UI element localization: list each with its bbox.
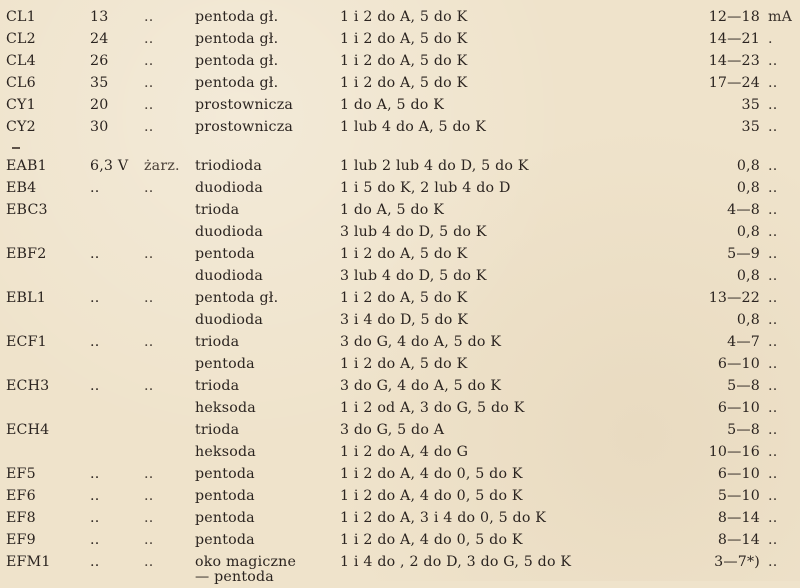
tube-connection: 3 do G, 5 do A bbox=[340, 422, 445, 438]
tube-current: 4—7 bbox=[727, 334, 760, 350]
tube-current: 5—8 bbox=[727, 378, 760, 394]
tube-voltage: .. bbox=[90, 510, 100, 526]
tube-unit: .. bbox=[144, 378, 154, 394]
tube-type: pentoda bbox=[195, 466, 255, 482]
current-unit-mark: .. bbox=[768, 202, 778, 218]
table-row bbox=[0, 353, 800, 375]
tube-name: EF6 bbox=[6, 488, 36, 504]
tube-name: EBF2 bbox=[6, 246, 47, 262]
tube-unit: .. bbox=[144, 466, 154, 482]
tube-name: CL4 bbox=[6, 53, 36, 69]
tube-connection: 1 i 2 do A, 4 do 0, 5 do K bbox=[340, 488, 523, 504]
tube-type: pentoda gł. bbox=[195, 290, 279, 306]
tube-unit: .. bbox=[144, 75, 154, 91]
tube-type: prostownicza bbox=[195, 119, 294, 135]
tube-type: duodioda bbox=[195, 180, 264, 196]
tube-unit: .. bbox=[144, 97, 154, 113]
table-row bbox=[0, 507, 800, 529]
tube-current: 3—7*) bbox=[714, 554, 760, 570]
tube-type: pentoda gł. bbox=[195, 53, 279, 69]
tube-connection: 1 i 2 do A, 4 do 0, 5 do K bbox=[340, 466, 523, 482]
table-row bbox=[0, 6, 800, 28]
tube-connection: 3 do G, 4 do A, 5 do K bbox=[340, 378, 502, 394]
tube-connection: 1 i 2 do A, 5 do K bbox=[340, 246, 468, 262]
tube-name: EF9 bbox=[6, 532, 36, 548]
tube-name: CL2 bbox=[6, 31, 36, 47]
current-unit-mark: .. bbox=[768, 290, 778, 306]
tube-connection: 1 i 2 do A, 5 do K bbox=[340, 75, 468, 91]
table-row bbox=[0, 397, 800, 419]
tube-unit: .. bbox=[144, 532, 154, 548]
current-unit-mark: .. bbox=[768, 488, 778, 504]
current-unit-mark: .. bbox=[768, 53, 778, 69]
current-unit-mark: .. bbox=[768, 554, 778, 570]
tube-connection: 1 i 4 do , 2 do D, 3 do G, 5 do K bbox=[340, 554, 572, 570]
tube-name: EFM1 bbox=[6, 554, 51, 570]
tube-type: pentoda gł. bbox=[195, 75, 279, 91]
tube-connection: 3 lub 4 do D, 5 do K bbox=[340, 224, 487, 240]
tube-current: 14—23 bbox=[708, 53, 760, 69]
tube-unit: .. bbox=[144, 119, 154, 135]
tube-type: trioda bbox=[195, 202, 240, 218]
tube-connection: 1 do A, 5 do K bbox=[340, 97, 445, 113]
current-unit-mark: .. bbox=[768, 246, 778, 262]
tube-type: pentoda gł. bbox=[195, 9, 279, 25]
section-divider bbox=[12, 147, 20, 149]
current-unit-mark: .. bbox=[768, 75, 778, 91]
current-unit-mark: .. bbox=[768, 97, 778, 113]
current-unit-mark: .. bbox=[768, 378, 778, 394]
tube-connection: 1 i 2 do A, 5 do K bbox=[340, 9, 468, 25]
tube-type: pentoda bbox=[195, 510, 255, 526]
tube-name: EBL1 bbox=[6, 290, 47, 306]
table-row bbox=[0, 485, 800, 507]
current-unit-mark: .. bbox=[768, 356, 778, 372]
current-unit-mark: .. bbox=[768, 312, 778, 328]
tube-connection: 1 i 2 do A, 4 do 0, 5 do K bbox=[340, 532, 523, 548]
tube-unit: .. bbox=[144, 334, 154, 350]
current-unit-mark: .. bbox=[768, 444, 778, 460]
tube-type: pentoda bbox=[195, 488, 255, 504]
tube-type: duodioda bbox=[195, 312, 264, 328]
tube-connection: 1 i 5 do K, 2 lub 4 do D bbox=[340, 180, 511, 196]
table-row bbox=[0, 155, 800, 177]
tube-current: 6—10 bbox=[717, 400, 760, 416]
current-unit-mark: .. bbox=[768, 466, 778, 482]
tube-name: EBC3 bbox=[6, 202, 48, 218]
current-unit-mark: .. bbox=[768, 334, 778, 350]
tube-unit: .. bbox=[144, 246, 154, 262]
table-row bbox=[0, 72, 800, 94]
tube-voltage: .. bbox=[90, 246, 100, 262]
tube-current: 13—22 bbox=[708, 290, 760, 306]
current-unit-mark: .. bbox=[768, 510, 778, 526]
tube-current: 4—8 bbox=[727, 202, 760, 218]
table-row bbox=[0, 331, 800, 353]
tube-voltage: .. bbox=[90, 334, 100, 350]
tube-current: 8—14 bbox=[717, 532, 760, 548]
tube-type: heksoda bbox=[195, 400, 256, 416]
tube-type: duodioda bbox=[195, 224, 264, 240]
tube-unit: .. bbox=[144, 180, 154, 196]
tube-type: — pentoda bbox=[195, 569, 274, 585]
current-unit-mark: .. bbox=[768, 532, 778, 548]
tube-voltage: 30 bbox=[90, 119, 109, 135]
tube-type: oko magiczne bbox=[195, 554, 297, 570]
tube-connection: 3 lub 4 do D, 5 do K bbox=[340, 268, 487, 284]
tube-current: 35 bbox=[741, 119, 760, 135]
tube-type: heksoda bbox=[195, 444, 256, 460]
tube-unit: .. bbox=[144, 554, 154, 570]
tube-current: 8—14 bbox=[717, 510, 760, 526]
tube-voltage: .. bbox=[90, 488, 100, 504]
current-unit-mark: .. bbox=[768, 422, 778, 438]
tube-type: trioda bbox=[195, 334, 240, 350]
tube-current: 5—9 bbox=[727, 246, 760, 262]
tube-voltage: 26 bbox=[90, 53, 109, 69]
tube-unit: .. bbox=[144, 31, 154, 47]
table-row bbox=[0, 441, 800, 463]
current-unit-mark: .. bbox=[768, 180, 778, 196]
tube-current: 0,8 bbox=[736, 312, 760, 328]
tube-connection: 1 lub 2 lub 4 do D, 5 do K bbox=[340, 158, 529, 174]
tube-connection: 3 do G, 4 do A, 5 do K bbox=[340, 334, 502, 350]
tube-connection: 1 i 2 do A, 4 do G bbox=[340, 444, 469, 460]
tube-name: ECF1 bbox=[6, 334, 47, 350]
tube-connection: 1 i 2 do A, 5 do K bbox=[340, 53, 468, 69]
tube-unit: .. bbox=[144, 9, 154, 25]
tube-voltage: 35 bbox=[90, 75, 109, 91]
table-row bbox=[0, 199, 800, 221]
tube-voltage: 6,3 V bbox=[90, 158, 129, 174]
tube-name: CY1 bbox=[6, 97, 36, 113]
table-row bbox=[0, 50, 800, 72]
tube-current: 6—10 bbox=[717, 466, 760, 482]
tube-type: trioda bbox=[195, 422, 240, 438]
tube-type: pentoda bbox=[195, 356, 255, 372]
table-row bbox=[0, 116, 800, 138]
tube-name: CL1 bbox=[6, 9, 36, 25]
tube-connection: 1 do A, 5 do K bbox=[340, 202, 445, 218]
tube-current: 17—24 bbox=[708, 75, 760, 91]
current-unit-mark: .. bbox=[768, 119, 778, 135]
table-row bbox=[0, 221, 800, 243]
tube-current: 0,8 bbox=[736, 158, 760, 174]
table-row bbox=[0, 94, 800, 116]
tube-current: 0,8 bbox=[736, 268, 760, 284]
tube-connection: 1 i 2 do A, 5 do K bbox=[340, 31, 468, 47]
tube-connection: 1 i 2 do A, 5 do K bbox=[340, 290, 468, 306]
tube-type: pentoda bbox=[195, 246, 255, 262]
tube-voltage: .. bbox=[90, 378, 100, 394]
tube-current: 35 bbox=[741, 97, 760, 113]
tube-connection: 3 i 4 do D, 5 do K bbox=[340, 312, 469, 328]
table-row bbox=[0, 243, 800, 265]
tube-current: 0,8 bbox=[736, 224, 760, 240]
tube-voltage: 13 bbox=[90, 9, 109, 25]
tube-connection: 1 i 2 od A, 3 do G, 5 do K bbox=[340, 400, 525, 416]
tube-current: 10—16 bbox=[708, 444, 760, 460]
current-unit-mark: .. bbox=[768, 158, 778, 174]
tube-name: ECH3 bbox=[6, 378, 50, 394]
tube-name: CL6 bbox=[6, 75, 36, 91]
tube-name: EF5 bbox=[6, 466, 36, 482]
current-unit-mark: . bbox=[768, 31, 773, 47]
tube-type: triodioda bbox=[195, 158, 263, 174]
tube-current: 5—10 bbox=[717, 488, 760, 504]
tube-type: trioda bbox=[195, 378, 240, 394]
tube-current: 0,8 bbox=[736, 180, 760, 196]
table-row bbox=[0, 28, 800, 50]
table-row bbox=[0, 529, 800, 551]
table-row bbox=[0, 419, 800, 441]
tube-name: EB4 bbox=[6, 180, 37, 196]
tube-type: prostownicza bbox=[195, 97, 294, 113]
table-row bbox=[0, 375, 800, 397]
tube-voltage: .. bbox=[90, 554, 100, 570]
tube-voltage: .. bbox=[90, 532, 100, 548]
tube-unit: .. bbox=[144, 290, 154, 306]
tube-name: EAB1 bbox=[6, 158, 47, 174]
tube-name: EF8 bbox=[6, 510, 36, 526]
tube-unit: .. bbox=[144, 488, 154, 504]
tube-connection: 1 i 2 do A, 3 i 4 do 0, 5 do K bbox=[340, 510, 547, 526]
tube-type: pentoda bbox=[195, 532, 255, 548]
tube-type: pentoda gł. bbox=[195, 31, 279, 47]
tube-current: 6—10 bbox=[717, 356, 760, 372]
tube-voltage: .. bbox=[90, 180, 100, 196]
tube-current: 14—21 bbox=[708, 31, 760, 47]
tube-voltage: .. bbox=[90, 466, 100, 482]
current-unit-mark: .. bbox=[768, 224, 778, 240]
table-row bbox=[0, 463, 800, 485]
table-row bbox=[0, 566, 800, 588]
table-row bbox=[0, 287, 800, 309]
tube-voltage: 24 bbox=[90, 31, 109, 47]
tube-type: duodioda bbox=[195, 268, 264, 284]
tube-unit: żarz. bbox=[144, 158, 180, 174]
table-row bbox=[0, 177, 800, 199]
current-unit-mark: mA bbox=[768, 9, 793, 25]
tube-voltage: .. bbox=[90, 290, 100, 306]
table-row bbox=[0, 309, 800, 331]
tube-current: 5—8 bbox=[727, 422, 760, 438]
tube-voltage: 20 bbox=[90, 97, 109, 113]
tube-unit: .. bbox=[144, 53, 154, 69]
current-unit-mark: .. bbox=[768, 400, 778, 416]
tube-unit: .. bbox=[144, 510, 154, 526]
tube-connection: 1 i 2 do A, 5 do K bbox=[340, 356, 468, 372]
table-row bbox=[0, 265, 800, 287]
tube-connection: 1 lub 4 do A, 5 do K bbox=[340, 119, 487, 135]
tube-name: CY2 bbox=[6, 119, 36, 135]
current-unit-mark: .. bbox=[768, 268, 778, 284]
tube-current: 12—18 bbox=[708, 9, 760, 25]
tube-name: ECH4 bbox=[6, 422, 50, 438]
